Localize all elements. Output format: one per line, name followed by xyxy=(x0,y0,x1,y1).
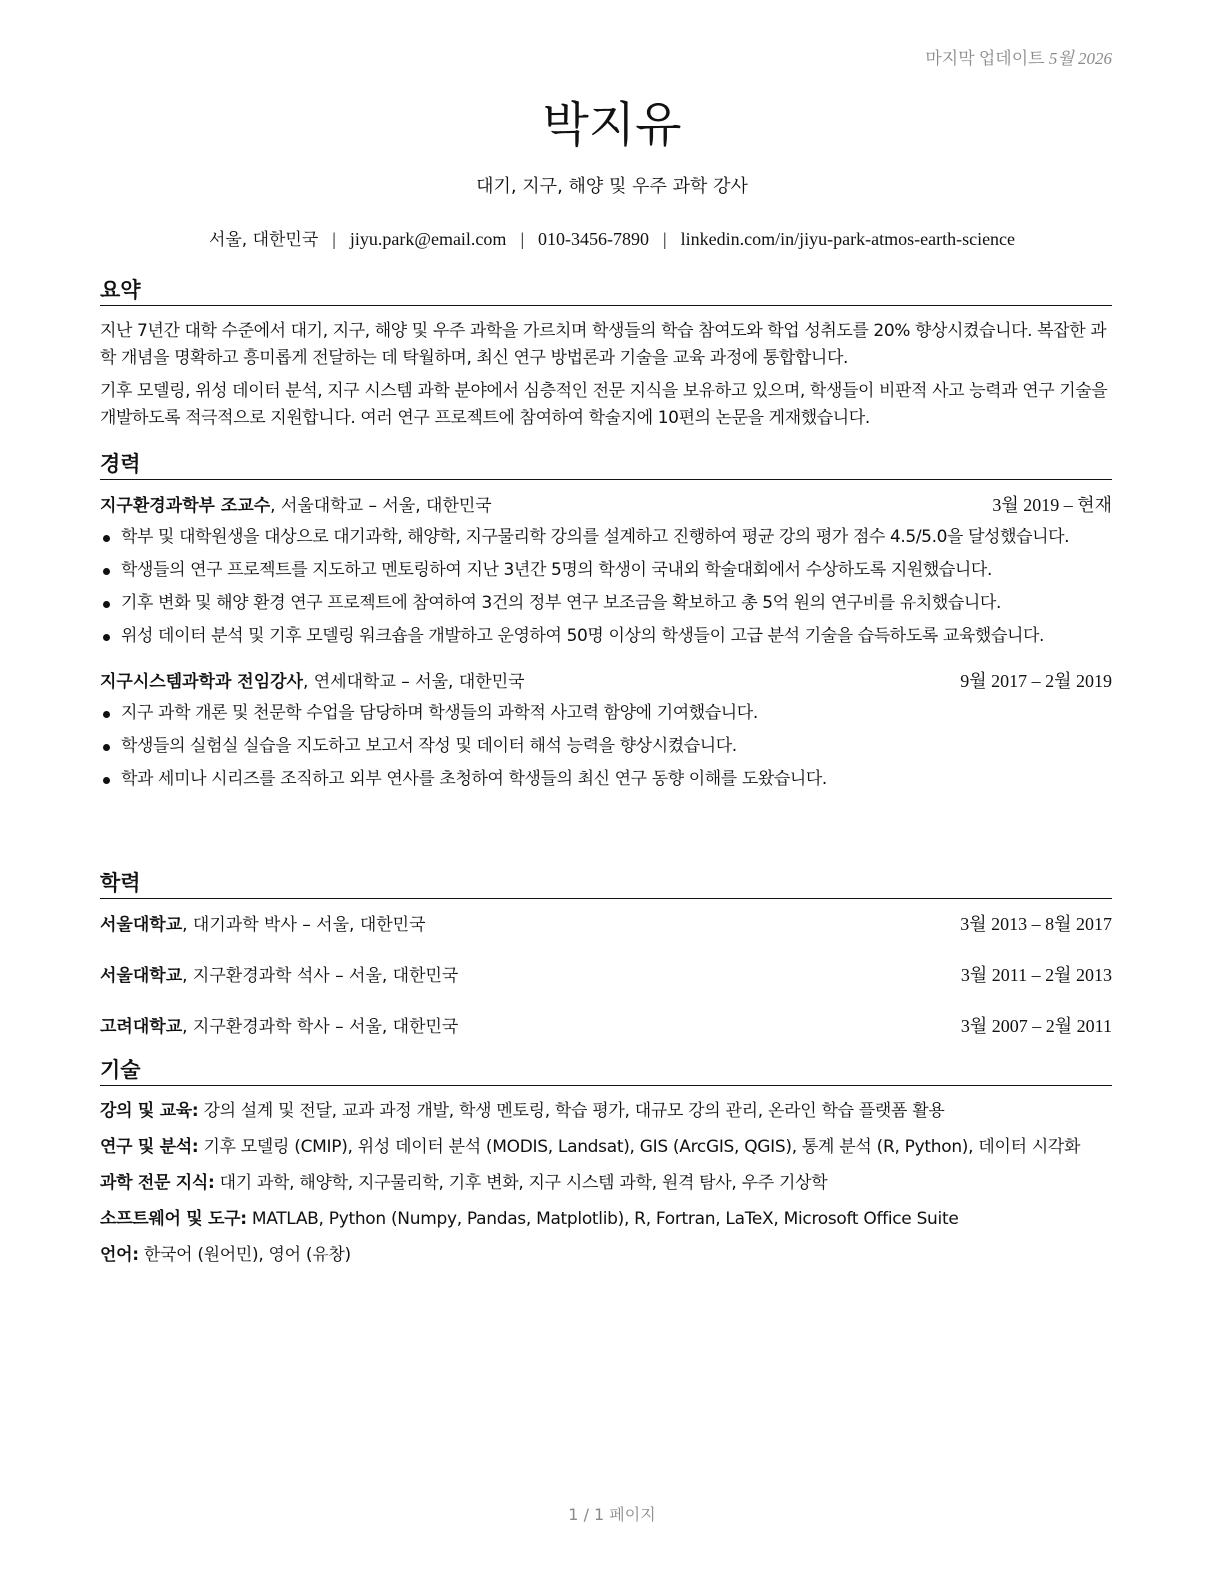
person-name: 박지유 xyxy=(542,97,682,153)
job-org: , 서울대학교 – 서울, 대한민국 xyxy=(270,496,492,516)
skill-line xyxy=(100,1098,1112,1125)
skills-section xyxy=(100,1057,1112,1278)
job-bullets xyxy=(100,700,1112,793)
school-name: 서울대학교 xyxy=(100,915,183,935)
separator: | xyxy=(332,229,336,249)
education-item xyxy=(100,962,1112,990)
section-title-skills: 기술 xyxy=(100,1057,1112,1086)
phone-number: 010-3456-7890 xyxy=(538,229,650,249)
education-dates: 3월 2013 – 8월 2017 xyxy=(960,914,1112,934)
skill-value: 기후 모델링 (CMIP), 위성 데이터 분석 (MODIS, Landsat), GIS (ArcGIS, QGIS), 통계 분석 (R, Python), 데이터 시각화 xyxy=(198,1137,1081,1157)
skill-label: 언어: xyxy=(100,1245,139,1265)
job-bullets xyxy=(100,524,1112,650)
updated-date: 5월 2026 xyxy=(1048,49,1112,68)
job-heading xyxy=(100,669,525,696)
education-dates: 3월 2011 – 2월 2013 xyxy=(960,965,1112,985)
list-item: 지구 과학 개론 및 천문학 수업을 담당하며 학생들의 과학적 사고력 함양에 기여했습니다. xyxy=(100,700,1112,727)
list-item: 학생들의 연구 프로젝트를 지도하고 멘토링하여 지난 3년간 5명의 학생이 국내외 학술대회에서 수상하도록 지원했습니다. xyxy=(100,557,1112,584)
summary-paragraph: 지난 7년간 대학 수준에서 대기, 지구, 해양 및 우주 과학을 가르치며 학생들의 학습 참여도와 학업 성취도를 20% 향상시켰습니다. 복잡한 과학 개념을 명확하고 흥미롭게 전달하는 데 탁월하며, 최신 연구 방법론과 기술을 교육 과정에 통합합니다. xyxy=(100,321,1107,368)
job-role: 지구시스템과학과 전임강사 xyxy=(100,672,303,692)
job-dates: 9월 2017 – 2월 2019 xyxy=(960,671,1112,691)
linkedin-link[interactable]: linkedin.com/in/jiyu-park-atmos-earth-science xyxy=(680,229,1016,249)
education-item xyxy=(100,1013,1112,1041)
skill-value: 대기 과학, 해양학, 지구물리학, 기후 변화, 지구 시스템 과학, 원격 탐사, 우주 기상학 xyxy=(214,1173,828,1193)
job-header xyxy=(100,668,1112,696)
job-header xyxy=(100,492,1112,520)
email-link[interactable]: jiyu.park@email.com xyxy=(349,229,507,249)
list-item: 기후 변화 및 해양 환경 연구 프로젝트에 참여하여 3건의 정부 연구 보조금을 확보하고 총 5억 원의 연구비를 유치했습니다. xyxy=(100,590,1112,617)
summary-section xyxy=(100,277,1112,438)
education-item xyxy=(100,911,1112,939)
section-title-experience: 경력 xyxy=(100,451,1112,480)
list-item: 학부 및 대학원생을 대상으로 대기과학, 해양학, 지구물리학 강의를 설계하고 진행하여 평균 강의 평가 점수 4.5/5.0을 달성했습니다. xyxy=(100,524,1112,551)
list-item: 위성 데이터 분석 및 기후 모델링 워크숍을 개발하고 운영하여 50명 이상의 학생들이 고급 분석 기술을 습득하도록 교육했습니다. xyxy=(100,623,1112,650)
page-number: 1 / 1 페이지 xyxy=(568,1505,656,1524)
skill-label: 강의 및 교육: xyxy=(100,1101,199,1121)
separator: | xyxy=(520,229,525,249)
experience-section xyxy=(100,451,1112,799)
section-title-education: 학력 xyxy=(100,870,1112,899)
degree-detail: , 지구환경과학 학사 – 서울, 대한민국 xyxy=(182,1017,459,1037)
updated-label: 마지막 업데이트 xyxy=(925,49,1049,68)
skill-label: 소프트웨어 및 도구: xyxy=(100,1209,247,1229)
job-dates: 3월 2019 – 현재 xyxy=(992,495,1112,515)
skill-line xyxy=(100,1170,1112,1197)
last-updated xyxy=(925,44,1112,69)
skill-label: 연구 및 분석: xyxy=(100,1137,199,1157)
skill-value: MATLAB, Python (Numpy, Pandas, Matplotlib), R, Fortran, LaTeX, Microsoft Office Suite xyxy=(246,1209,959,1229)
contact-line xyxy=(0,225,1224,250)
job-role: 지구환경과학부 조교수 xyxy=(100,496,271,516)
job-title: 대기, 지구, 해양 및 우주 과학 강사 xyxy=(476,176,748,197)
separator: | xyxy=(663,229,667,249)
education-section xyxy=(100,870,1112,1064)
education-heading xyxy=(100,912,426,939)
skill-label: 과학 전문 지식: xyxy=(100,1173,215,1193)
summary-paragraph: 기후 모델링, 위성 데이터 분석, 지구 시스템 과학 분야에서 심층적인 전문 지식을 보유하고 있으며, 학생들이 비판적 사고 능력과 연구 기술을 개발하도록 적극적으로 지원합니다. 여러 연구 프로젝트에 참여하여 학술지에 10편의 논문을 게재했습니다. xyxy=(100,381,1108,428)
section-title-summary: 요약 xyxy=(100,277,1112,306)
education-heading xyxy=(100,963,458,990)
skill-line xyxy=(100,1206,1112,1233)
degree-detail: , 지구환경과학 석사 – 서울, 대한민국 xyxy=(182,966,459,986)
education-dates: 3월 2007 – 2월 2011 xyxy=(960,1016,1112,1036)
skill-line xyxy=(100,1134,1112,1161)
job-org: , 연세대학교 – 서울, 대한민국 xyxy=(302,672,525,692)
list-item: 학생들의 실험실 실습을 지도하고 보고서 작성 및 데이터 해석 능력을 향상시켰습니다. xyxy=(100,733,1112,760)
education-heading xyxy=(100,1014,458,1041)
school-name: 서울대학교 xyxy=(100,966,183,986)
location: 서울, 대한민국 xyxy=(208,230,319,250)
skill-value: 강의 설계 및 전달, 교과 과정 개발, 학생 멘토링, 학습 평가, 대규모 강의 관리, 온라인 학습 플랫폼 활용 xyxy=(198,1101,945,1121)
skill-line xyxy=(100,1242,1112,1269)
school-name: 고려대학교 xyxy=(100,1017,183,1037)
list-item: 학과 세미나 시리즈를 조직하고 외부 연사를 초청하여 학생들의 최신 연구 동향 이해를 도왔습니다. xyxy=(100,766,1112,793)
job-heading xyxy=(100,493,492,520)
skill-value: 한국어 (원어민), 영어 (유창) xyxy=(138,1245,351,1265)
degree-detail: , 대기과학 박사 – 서울, 대한민국 xyxy=(182,915,426,935)
